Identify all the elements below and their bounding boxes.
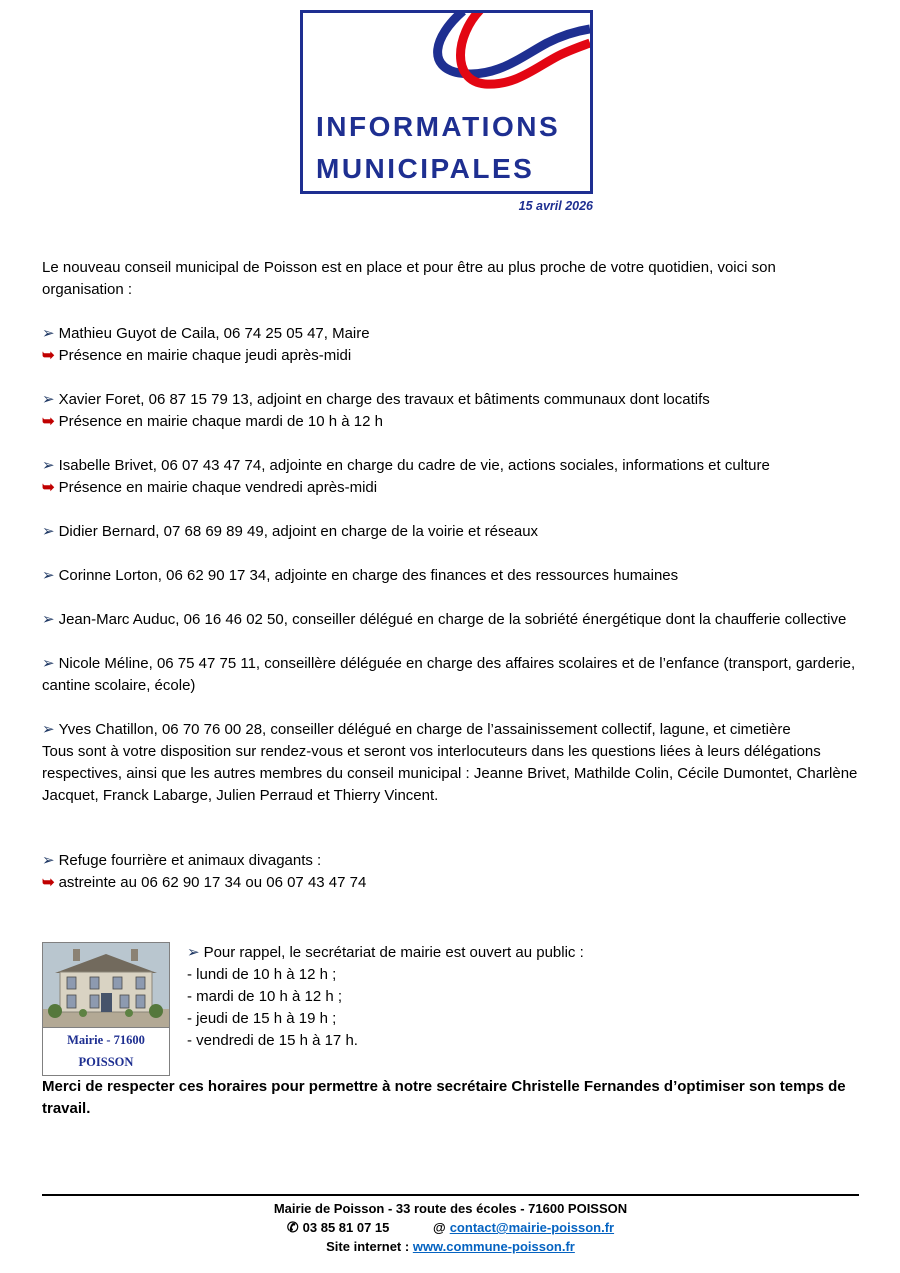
refuge-phone-note: [42, 872, 859, 894]
presence-text: Présence en mairie chaque mardi de 10 h à 12 h: [58, 413, 383, 430]
at-icon: @: [433, 1220, 446, 1235]
council-member: [42, 653, 859, 697]
newsletter-title-line1: INFORMATIONS: [316, 111, 561, 142]
footer-address: Mairie de Poisson - 33 route des écoles - 71600 POISSON: [273, 1201, 628, 1216]
intro-paragraph: [42, 257, 859, 301]
footer: [42, 1194, 859, 1256]
phone-number: 03 85 81 07 15: [302, 1220, 390, 1235]
arrow-bullet-icon: ➢: [42, 457, 55, 474]
curved-arrow-icon: ➥: [42, 874, 55, 891]
council-member-entry: [42, 455, 859, 477]
arrow-bullet-icon: ➢: [42, 567, 55, 584]
mairie-photo: [42, 942, 170, 1076]
council-member: [42, 389, 859, 433]
curved-arrow-icon: ➥: [42, 479, 55, 496]
arrow-bullet-icon: ➢: [42, 325, 55, 342]
council-member: [42, 609, 859, 631]
presence-note: [42, 477, 859, 499]
council-member-entry: [42, 719, 859, 741]
council-member: [42, 323, 859, 367]
website-link[interactable]: www.commune-poisson.fr: [412, 1239, 575, 1254]
member-text: Didier Bernard, 07 68 69 89 49, adjoint en charge de la voirie et réseaux: [58, 523, 539, 540]
member-text: Yves Chatillon, 06 70 76 00 28, conseiller délégué en charge de l’assainissement collectif, lagune, et cimetière: [58, 721, 791, 738]
hours-monday: - lundi de 10 h à 12 h ;: [187, 966, 337, 983]
hours-tuesday: - mardi de 10 h à 12 h ;: [187, 988, 343, 1005]
secretariat-intro: [187, 942, 584, 964]
secretariat-section: [42, 942, 859, 1076]
issue-date: 15 avril 2026: [518, 199, 593, 213]
newsletter-title-line2: MUNICIPALES: [316, 153, 535, 184]
french-flag-swoosh-icon: [425, 10, 590, 101]
header-box: [300, 10, 593, 194]
arrow-bullet-icon: ➢: [42, 391, 55, 408]
council-member: [42, 455, 859, 499]
curved-arrow-icon: ➥: [42, 413, 55, 430]
footer-phone: [287, 1220, 389, 1235]
refuge-entry: [42, 850, 859, 872]
council-member-entry: [42, 521, 859, 543]
refuge-section: [42, 850, 859, 894]
footer-contact-row: [42, 1218, 859, 1237]
photo-caption: Mairie - 71600 POISSON: [43, 1027, 169, 1075]
presence-note: [42, 345, 859, 367]
site-label: Site internet :: [326, 1239, 410, 1254]
member-text: Mathieu Guyot de Caila, 06 74 25 05 47, Maire: [58, 325, 370, 342]
mairie-photo-image: [43, 943, 169, 1027]
presence-text: Présence en mairie chaque vendredi après-midi: [58, 479, 378, 496]
member-text: Xavier Foret, 06 87 15 79 13, adjoint en charge des travaux et bâtiments communaux dont locatifs: [58, 391, 710, 408]
closing-paragraph: [42, 741, 859, 807]
member-text: Corinne Lorton, 06 62 90 17 34, adjointe en charge des finances et des ressources humaines: [58, 567, 679, 584]
curved-arrow-icon: ➥: [42, 347, 55, 364]
refuge-text: Refuge fourrière et animaux divagants :: [58, 852, 322, 869]
arrow-bullet-icon: ➢: [42, 852, 55, 869]
refuge-phone-text: astreinte au 06 62 90 17 34 ou 06 07 43 47 74: [58, 874, 367, 891]
hours-thursday: - jeudi de 15 h à 19 h ;: [187, 1010, 337, 1027]
council-member-entry: [42, 653, 859, 697]
council-member: [42, 719, 859, 741]
council-member-entry: [42, 389, 859, 411]
arrow-bullet-icon: ➢: [42, 655, 55, 672]
schedule-notice: Merci de respecter ces horaires pour permettre à notre secrétaire Christelle Fernandes d’optimiser son temps de travail.: [42, 1078, 846, 1117]
council-member: [42, 521, 859, 543]
arrow-bullet-icon: ➢: [187, 944, 200, 961]
presence-text: Présence en mairie chaque jeudi après-midi: [58, 347, 352, 364]
arrow-bullet-icon: ➢: [42, 523, 55, 540]
footer-email: [433, 1220, 614, 1235]
council-member-entry: [42, 565, 859, 587]
member-text: Jean-Marc Auduc, 06 16 46 02 50, conseiller délégué en charge de la sobriété énergétique dont la chaufferie collective: [58, 611, 847, 628]
council-member-entry: [42, 323, 859, 345]
presence-note: [42, 411, 859, 433]
footer-site-row: [42, 1237, 859, 1256]
hours-friday: - vendredi de 15 h à 17 h.: [187, 1032, 358, 1049]
email-link[interactable]: contact@mairie-poisson.fr: [449, 1220, 615, 1235]
arrow-bullet-icon: ➢: [42, 721, 55, 738]
council-member-entry: [42, 609, 859, 631]
member-text: Isabelle Brivet, 06 07 43 47 74, adjointe en charge du cadre de vie, actions sociales, informations et culture: [58, 457, 770, 474]
secretariat-hours: [187, 942, 584, 1052]
secretariat-intro-text: Pour rappel, le secrétariat de mairie est ouvert au public :: [203, 944, 584, 961]
phone-icon: ✆: [286, 1219, 299, 1235]
intro-text: Le nouveau conseil municipal de Poisson est en place et pour être au plus proche de votre quotidien, voici son organisation :: [42, 259, 776, 298]
council-member: [42, 565, 859, 587]
body-content: [42, 257, 859, 1120]
member-text: Nicole Méline, 06 75 47 75 11, conseillère déléguée en charge des affaires scolaires et de l’enfance (transport, garderie, cantine scolaire, école): [42, 655, 856, 694]
closing-text: Tous sont à votre disposition sur rendez-vous et seront vos interlocuteurs dans les questions liées à leurs délégations respectives, ainsi que les autres membres du conseil municipal : Jeanne Brivet, Mathilde Colin, Cécile Dumontet, Charlène Jacquet, Franck Labarge, Julien Perraud et Thierry Vincent.: [42, 743, 858, 804]
arrow-bullet-icon: ➢: [42, 611, 55, 628]
